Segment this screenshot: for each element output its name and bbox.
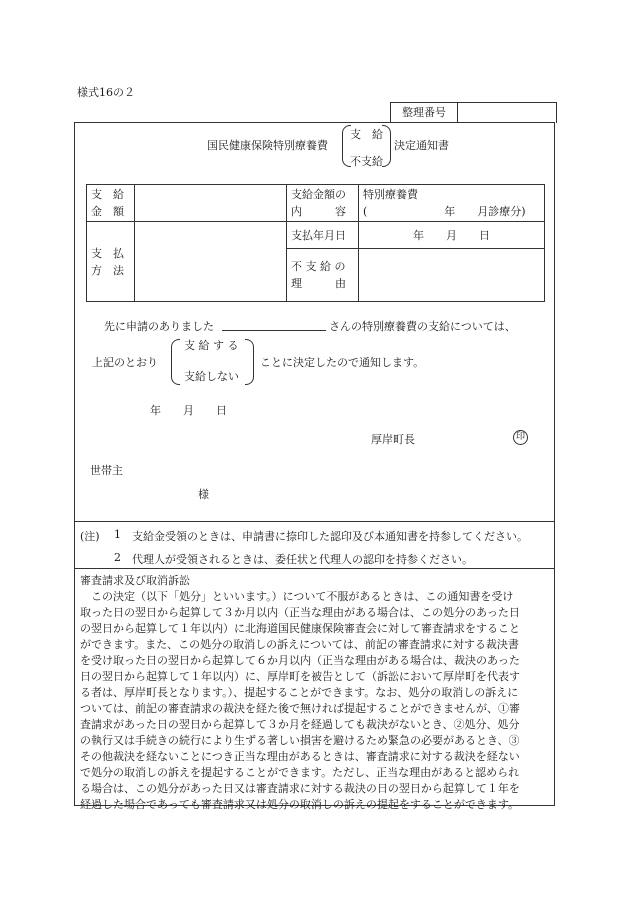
appeal-line: で処分の取消しの訴えを提起することができます。ただし、正当な理由があると認められ	[80, 766, 520, 779]
method-label: 支 払 方 法	[87, 222, 135, 302]
notes-top-divider	[74, 521, 555, 522]
seiri-bangou-label: 整理番号	[391, 103, 458, 123]
title-suffix: 決定通知書	[394, 139, 449, 152]
choice-pay[interactable]: 支 給 す る	[184, 339, 239, 352]
method-value[interactable]	[135, 222, 287, 302]
payment-date-label: 支払年月日	[287, 222, 359, 249]
amount-label: 支 給 金 額	[87, 185, 135, 222]
notes-item2-num: 2	[114, 551, 121, 564]
title-option-nonpay: 不支給	[350, 155, 383, 168]
body-line1-prefix: 先に申請のありました	[104, 320, 214, 333]
notes-item1: 支給金受領のときは、申請書に捺印した認印及び本通知書を持参してください。	[132, 530, 528, 543]
householder-label: 世帯主	[90, 464, 123, 477]
appeal-line: ついては、前記の審査請求の裁決を経た後で無ければ提起することができませんが、①審	[80, 702, 520, 715]
seal-mark: 印	[513, 430, 528, 445]
mayor-name: 厚岸町長	[371, 433, 415, 446]
benefit-table	[86, 184, 545, 302]
issue-date: 年 月 日	[150, 404, 227, 417]
notes-item1-num: 1	[114, 528, 121, 541]
choice-nonpay[interactable]: 支給しない	[184, 370, 239, 383]
householder-sama: 様	[198, 488, 209, 501]
appeal-line: 取った日の翌日から起算して３か月以内（正当な理由がある場合は、この処分のあった日	[80, 606, 520, 619]
reason-label: 不 支 給 の 理 由	[287, 249, 359, 302]
appeal-line: の翌日から起算して１年以内）に北海道国民健康保険審査会に対して審査請求をすること	[80, 622, 520, 635]
appeal-line: 経過した場合であっても審査請求又は処分の取消しの訴えの提起をすることができます。	[80, 798, 520, 811]
appeal-line: の執行又は手続きの続行により生ずる著しい損害を避けるため緊急の必要があるとき、③	[80, 734, 520, 747]
amount-value[interactable]	[135, 185, 287, 222]
body-line2-prefix: 上記のとおり	[92, 356, 158, 369]
body-line2-suffix: ことに決定したので通知します。	[260, 356, 425, 369]
title-prefix: 国民健康保険特別療養費	[207, 139, 328, 152]
appeal-line: この決定（以下「処分」といいます。）について不服があるときは、この通知書を受け	[80, 590, 514, 603]
title-right-paren	[382, 125, 391, 167]
reason-value[interactable]	[359, 249, 545, 302]
appeal-top-divider	[74, 568, 555, 569]
body-line1-suffix: さんの特別療養費の支給については、	[329, 320, 516, 333]
form-id: 様式16の２	[77, 86, 135, 99]
content-value[interactable]: 特別療養費 ( 年 月診療分)	[359, 185, 545, 222]
payment-date-value[interactable]: 年 月 日	[359, 222, 545, 249]
title-option-pay: 支 給	[350, 128, 383, 141]
choice-right-paren	[245, 339, 254, 385]
notes-label: (注)	[80, 530, 100, 543]
appeal-line: る者は、厚岸町長となります。）、提起することができます。なお、処分の取消しの訴えに	[80, 686, 519, 699]
appeal-line: ができます。また、この処分の取消しの訴えについては、前記の審査請求に対する裁決書	[80, 638, 519, 651]
applicant-name-blank[interactable]	[222, 318, 326, 331]
appeal-line: 日の翌日から起算して１年以内）に、厚岸町を被告として（訴訟において厚岸町を代表す	[80, 670, 520, 683]
appeal-line: る場合は、この処分があった日又は審査請求に対する裁決の日の翌日から起算して１年を	[80, 782, 520, 795]
appeal-line: 査請求があった日の翌日から起算して３か月を経過しても裁決がないとき、②処分、処分	[80, 718, 520, 731]
appeal-heading: 審査請求及び取消訴訟	[80, 574, 190, 587]
appeal-line: を受け取った日の翌日から起算して６か月以内（正当な理由がある場合は、裁決のあった	[80, 654, 520, 667]
content-label: 支給金額の 内 容	[287, 185, 359, 222]
seiri-bangou-field[interactable]	[458, 103, 556, 123]
notes-item2: 代理人が受領されるときは、委任状と代理人の認印を持参ください。	[132, 553, 473, 566]
appeal-line: その他裁決を経ないことにつき正当な理由があるときは、審査請求に対する裁決を経ない	[80, 750, 520, 763]
choice-left-paren	[171, 339, 180, 385]
seiri-bangou-box	[390, 102, 557, 123]
